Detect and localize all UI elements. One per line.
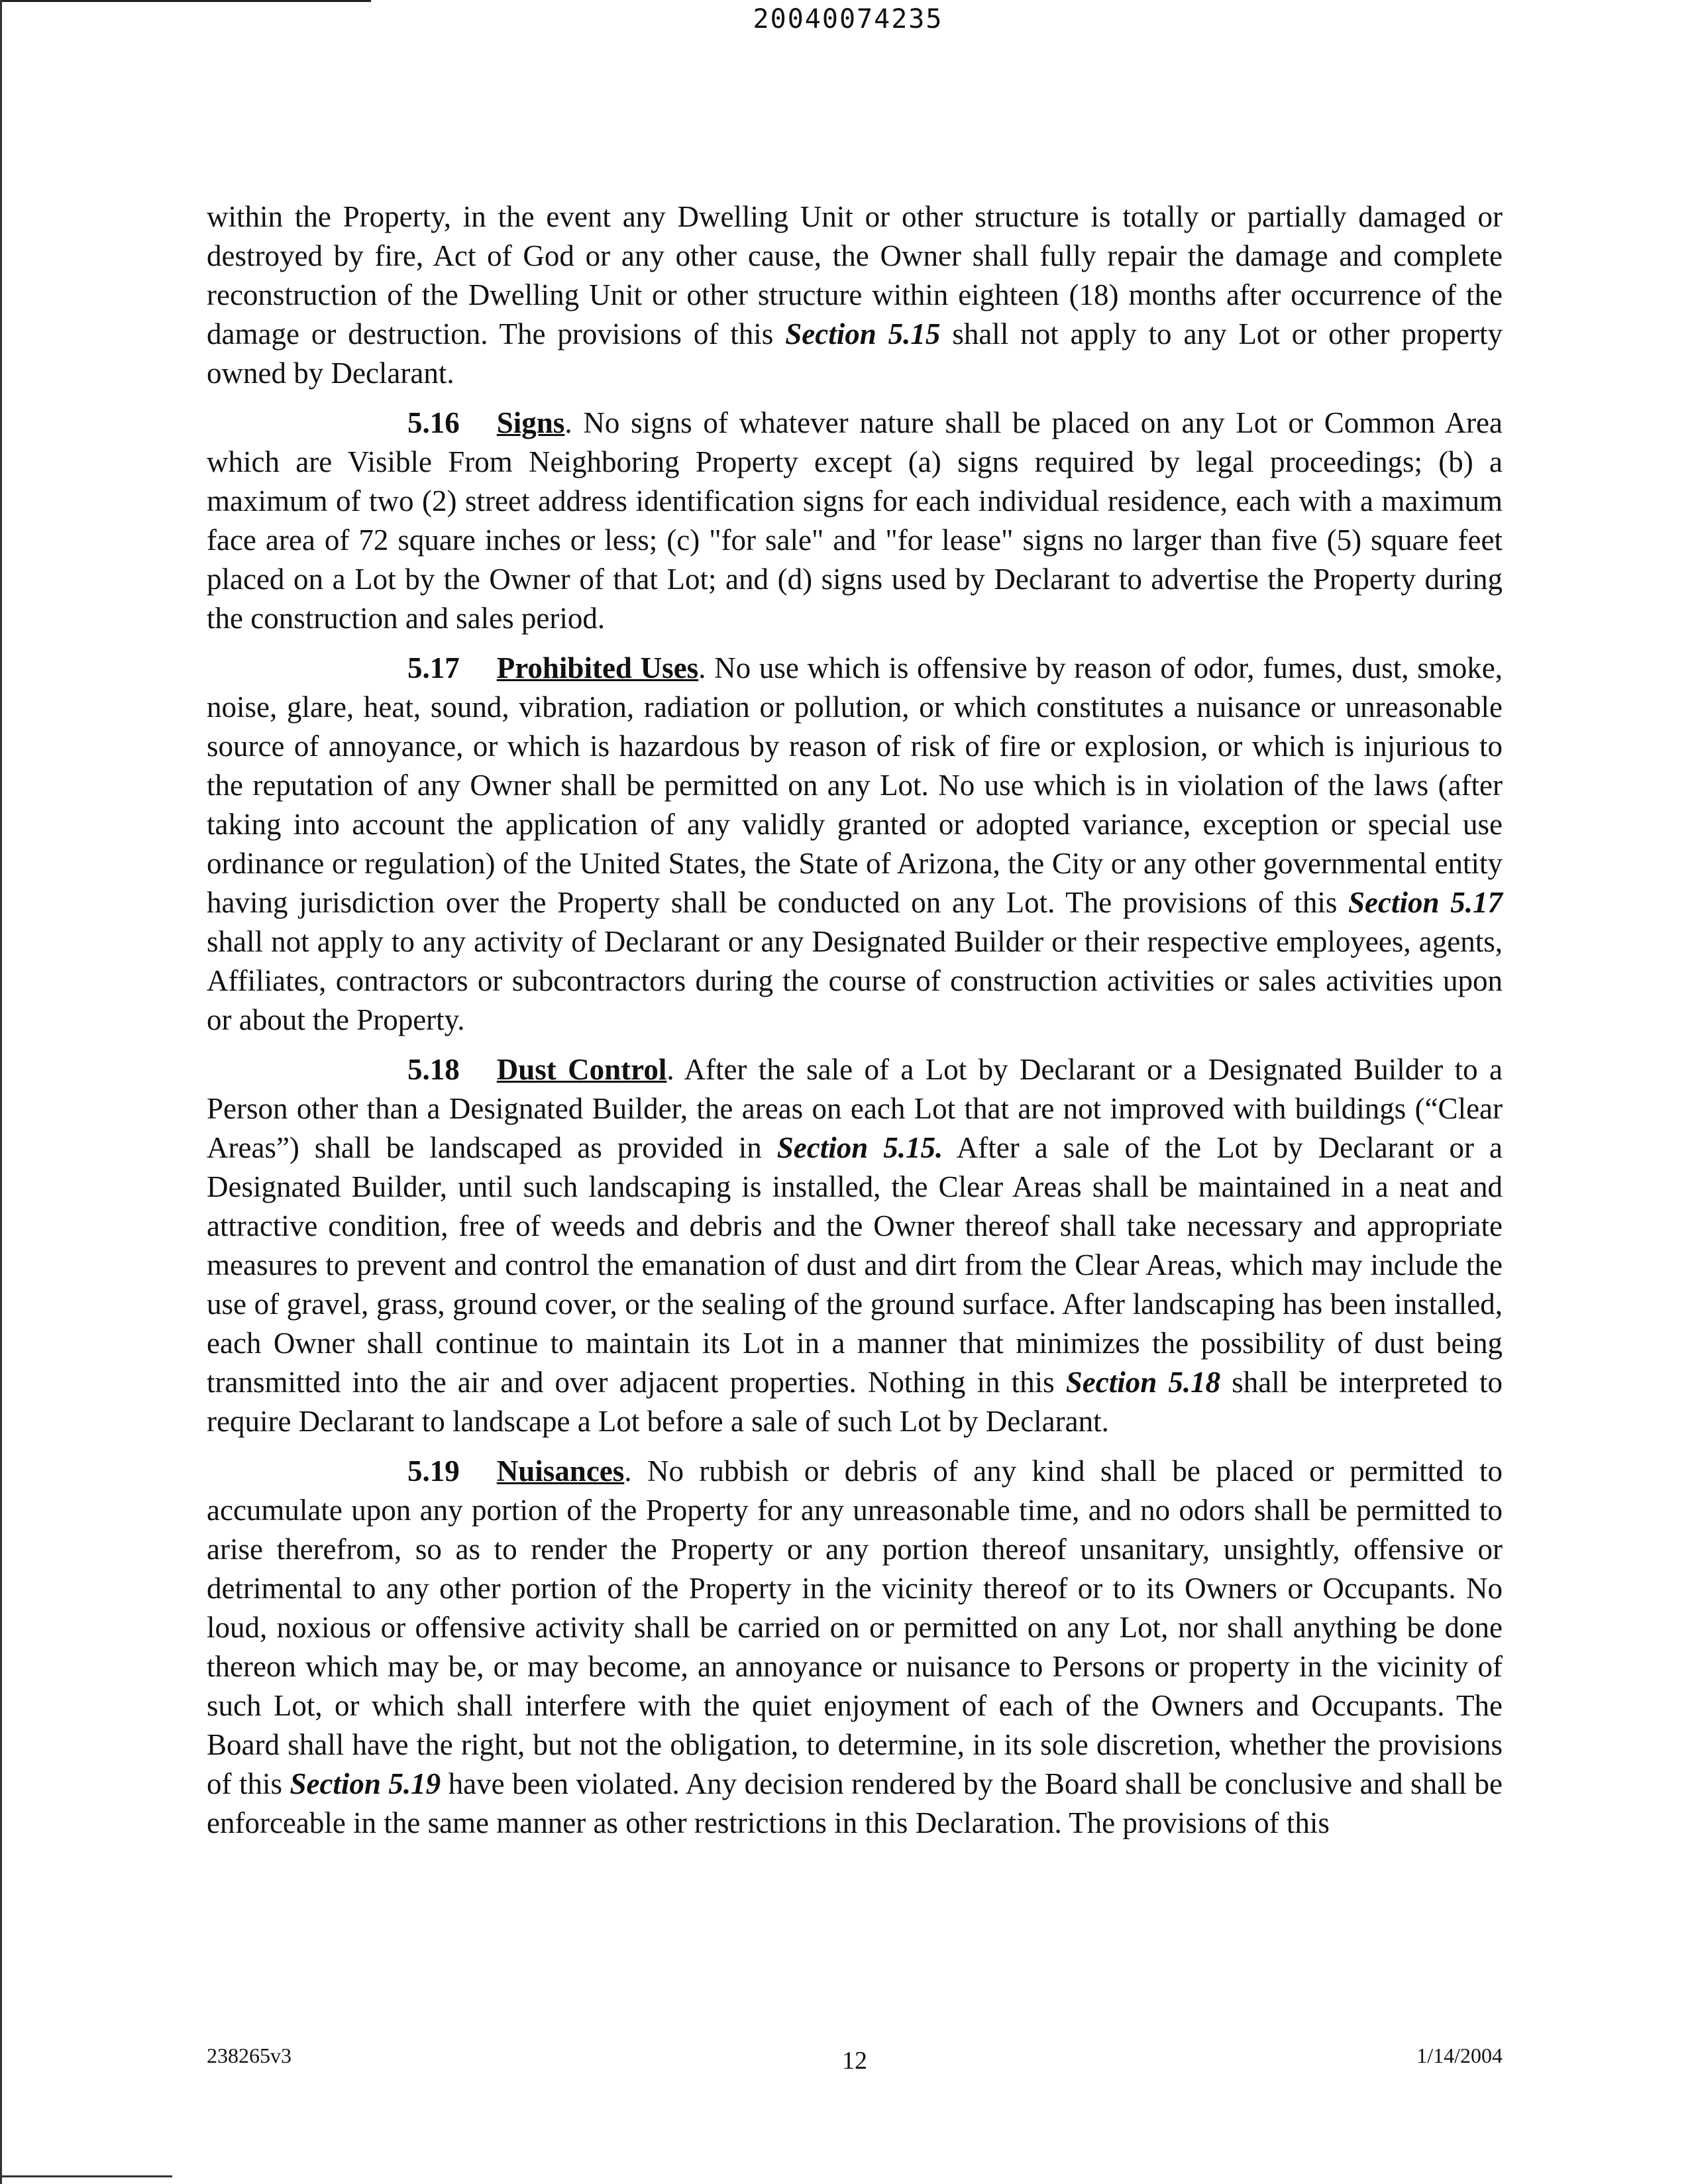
paragraph-text: . No use which is offensive by reason of odor, fumes, dust, smoke, noise, glare, heat, sound, vibration, radiation or pollution, or which constitutes a nuisance or unreasonable source of annoyance, or which is hazardous by reason of risk of fire or explosion, or which is injurious to the reputation of any Owner shall be permitted on any Lot. No use which is in violation of the laws (after taking into account the application of any validly granted or adopted variance, exception or special use ordinance or regulation) of the United States, the State of Arizona, the City or any other governmental entity having jurisdiction over the Property shall be conducted on any Lot. The provisions of this	[207, 651, 1503, 919]
paragraph-text: have been violated. Any decision rendered by the Board shall be conclusive and shall be enforceable in the same manner as other restrictions in this Declaration. The provisions of this	[207, 1767, 1503, 1839]
scan-left-rule	[0, 0, 2, 2184]
footer-page-number: 12	[842, 2047, 867, 2075]
section-heading: Nuisances	[496, 1454, 625, 1488]
paragraph-text: . After the sale of a Lot by Declarant or a Designated Builder to a Person other than a Designated Builder, the areas on each Lot that are not improved with buildings (“Clear Areas”) shall be landscaped as provided in	[207, 1053, 1503, 1164]
paragraph-5-18	[207, 1050, 1503, 1441]
paragraph-5-16	[207, 404, 1503, 638]
paragraph-text: After a sale of the Lot by Declarant or a Designated Builder, until such landscaping is installed, the Clear Areas shall be maintained in a neat and attractive condition, free of weeds and debris and the Owner thereof shall take necessary and appropriate measures to prevent and control the emanation of dust and dirt from the Clear Areas, which may include the use of gravel, grass, ground cover, or the sealing of the ground surface. After landscaping has been installed, each Owner shall continue to maintain its Lot in a manner that minimizes the possibility of dust being transmitted into the air and over adjacent properties. Nothing in this	[207, 1131, 1503, 1399]
section-heading: Dust Control	[496, 1053, 667, 1086]
paragraph-text: . No rubbish or debris of any kind shall be placed or permitted to accumulate upon any portion of the Property for any unreasonable time, and no odors shall be permitted to arise therefrom, so as to render the Property or any portion thereof unsanitary, unsightly, offensive or detrimental to any other portion of the Property in the vicinity thereof or to its Owners or Occupants. No loud, noxious or offensive activity shall be carried on or permitted on any Lot, nor shall anything be done thereon which may be, or may become, an annoyance or nuisance to Persons or property in the vicinity of such Lot, or which shall interfere with the quiet enjoyment of each of the Owners and Occupants. The Board shall have the right, but not the obligation, to determine, in its sole discretion, whether the provisions of this	[207, 1454, 1503, 1800]
footer-document-id: 238265v3	[207, 2044, 292, 2067]
paragraph-5-19	[207, 1452, 1503, 1843]
section-heading: Signs	[496, 406, 565, 439]
page-body	[207, 197, 1503, 1853]
paragraph-text: within the Property, in the event any Dwelling Unit or other structure is totally or partially damaged or destroyed by fire, Act of God or any other cause, the Owner shall fully repair the damage and complete reconstruction of the Dwelling Unit or other structure within eighteen (18) months after occurrence of the damage or destruction. The provisions of this	[207, 200, 1503, 351]
section-reference: Section 5.18	[1065, 1366, 1221, 1399]
paragraph-text: . No signs of whatever nature shall be placed on any Lot or Common Area which are Visible From Neighboring Property except (a) signs required by legal proceedings; (b) a maximum of two (2) street address identification signs for each individual residence, each with a maximum face area of 72 square inches or less; (c) "for sale" and "for lease" signs no larger than five (5) square feet placed on a Lot by the Owner of that Lot; and (d) signs used by Declarant to advertise the Property during the construction and sales period.	[207, 406, 1503, 635]
section-reference: Section 5.15.	[776, 1131, 943, 1164]
scan-top-rule	[0, 0, 371, 2]
paragraph-5-15-continued	[207, 197, 1503, 393]
paragraph-5-17	[207, 649, 1503, 1040]
scan-bottom-rule	[0, 2175, 172, 2177]
section-reference: Section 5.19	[290, 1767, 441, 1800]
section-reference: Section 5.17	[1348, 886, 1503, 919]
section-number: 5.18	[407, 1053, 460, 1086]
footer-date: 1/14/2004	[1416, 2044, 1503, 2067]
section-heading: Prohibited Uses	[496, 651, 699, 684]
paragraph-text: shall not apply to any activity of Declarant or any Designated Builder or their respective employees, agents, Affiliates, contractors or subcontractors during the course of construction activities or sales activities upon or about the Property.	[207, 925, 1503, 1036]
paragraph-text: shall not apply to any Lot or other property owned by Declarant.	[207, 317, 1503, 390]
document-number: 20040074235	[753, 4, 943, 34]
section-number: 5.17	[407, 651, 460, 684]
section-number: 5.16	[407, 406, 460, 439]
page-footer	[207, 2044, 1503, 2075]
section-reference: Section 5.15	[785, 317, 941, 351]
section-number: 5.19	[407, 1454, 460, 1488]
paragraph-text: shall be interpreted to require Declarant to landscape a Lot before a sale of such Lot by Declarant.	[207, 1366, 1503, 1438]
